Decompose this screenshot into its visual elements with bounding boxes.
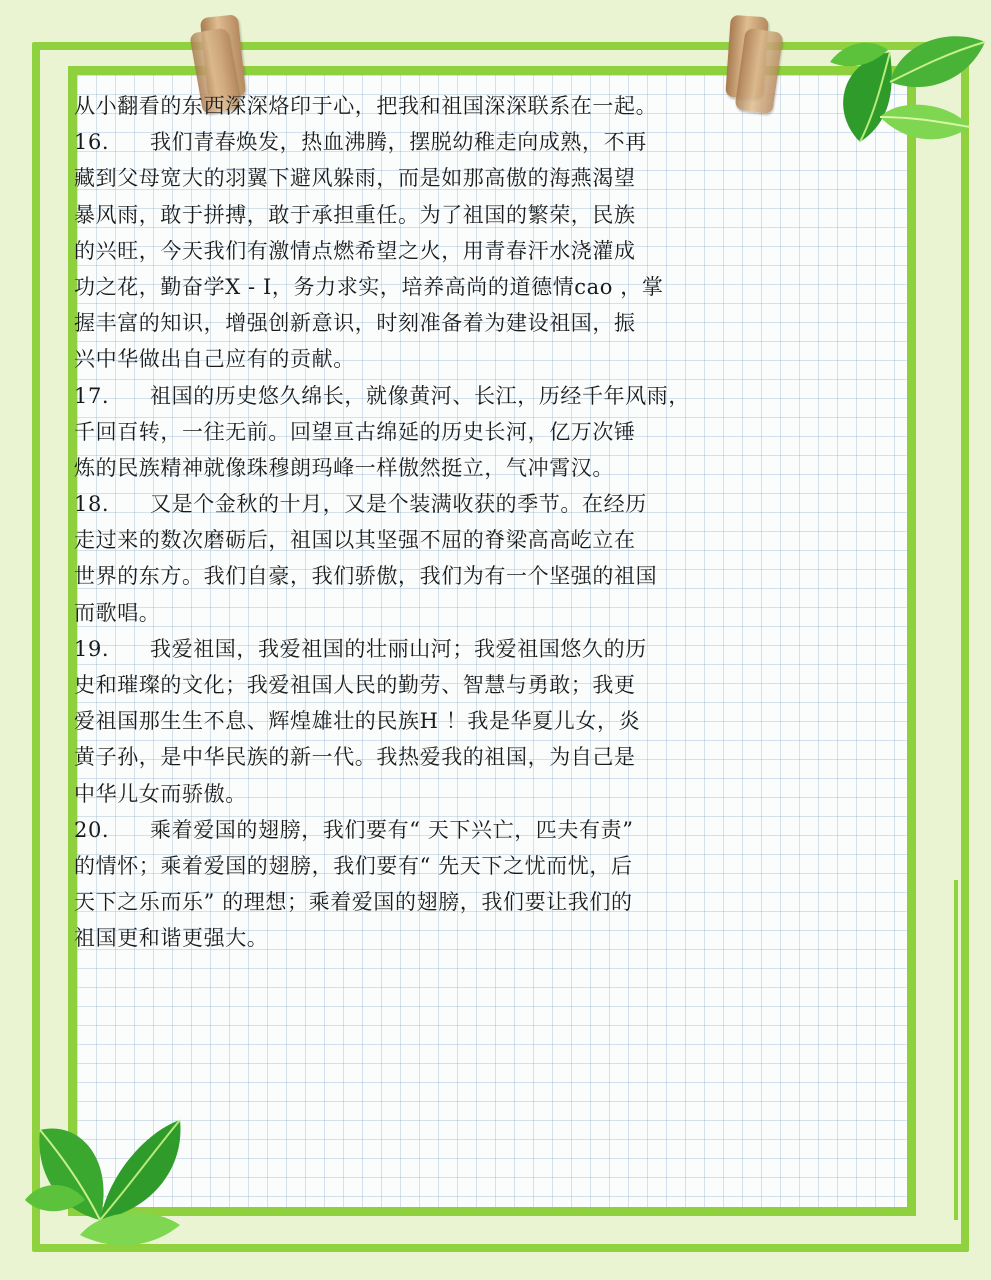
line-text: 握丰富的知识，增强创新意识，时刻准备着为建设祖国，振 — [74, 311, 636, 336]
line-text: 千回百转，一往无前。回望亘古绵延的历史长河，亿万次锤 — [74, 419, 636, 444]
text-line — [74, 486, 764, 522]
line-text: 而歌唱。 — [74, 600, 161, 625]
text-line — [74, 450, 764, 486]
line-text: 又是个金秋的十月，又是个装满收获的季节。在经历 — [150, 492, 647, 517]
line-text: 从小翻看的东西深深烙印于心，把我和祖国深深联系在一起。 — [74, 94, 658, 118]
line-text: 暴风雨，敢于拼搏，敢于承担重任。为了祖国的繁荣，民族 — [74, 202, 636, 227]
line-text: 的情怀；乘着爱国的翅膀，我们要有“ 先天下之忧而忧，后 — [74, 853, 633, 878]
line-text: 炼的民族精神就像珠穆朗玛峰一样傲然挺立，气冲霄汉。 — [74, 455, 614, 480]
handwritten-text-block — [74, 88, 764, 957]
line-text: 我们青春焕发，热血沸腾，摆脱幼稚走向成熟，不再 — [150, 130, 647, 155]
text-line — [74, 920, 764, 956]
item-number: 19. — [74, 636, 110, 661]
line-text: 爱祖国那生生不息、辉煌雄壮的民族H ！我是华夏儿女，炎 — [74, 709, 641, 734]
line-text: 祖国的历史悠久绵长，就像黄河、长江，历经千年风雨， — [150, 383, 690, 408]
text-line — [74, 414, 764, 450]
line-text: 我爱祖国，我爱祖国的壮丽山河；我爱祖国悠久的历 — [150, 636, 647, 661]
text-line — [74, 88, 764, 124]
text-line — [74, 378, 764, 414]
line-text: 的兴旺，今天我们有激情点燃希望之火，用青春汗水浇灌成 — [74, 238, 636, 263]
leaf-cluster-top-right-icon — [820, 22, 991, 162]
line-text: 藏到父母宽大的羽翼下避风躲雨，而是如那高傲的海燕渴望 — [74, 166, 636, 191]
text-line — [74, 233, 764, 269]
text-line — [74, 812, 764, 848]
line-text: 世界的东方。我们自豪，我们骄傲，我们为有一个坚强的祖国 — [74, 564, 658, 589]
text-line — [74, 848, 764, 884]
line-text: 祖国更和谐更强大。 — [74, 926, 269, 951]
item-number: 16. — [74, 130, 110, 155]
line-text: 功之花，勤奋学X - I，务力求实，培养高尚的道德情cao ，掌 — [74, 274, 664, 299]
text-line — [74, 667, 764, 703]
item-number: 17. — [74, 383, 110, 408]
text-line — [74, 522, 764, 558]
text-line — [74, 739, 764, 775]
text-line — [74, 595, 764, 631]
frame-accent-line — [954, 880, 958, 1220]
line-text: 史和璀璨的文化；我爱祖国人民的勤劳、智慧与勇敢；我更 — [74, 673, 636, 697]
line-text: 走过来的数次磨砺后，祖国以其坚强不屈的脊梁高高屹立在 — [74, 528, 636, 553]
line-text: 乘着爱国的翅膀，我们要有“ 天下兴亡，匹夫有责” — [150, 817, 634, 842]
item-number: 18. — [74, 492, 110, 517]
line-text: 兴中华做出自己应有的贡献。 — [74, 347, 355, 372]
text-line — [74, 884, 764, 920]
text-line — [74, 703, 764, 739]
text-line — [74, 776, 764, 812]
line-text: 中华儿女而骄傲。 — [74, 781, 247, 806]
item-number: 20. — [74, 817, 110, 842]
text-line — [74, 631, 764, 667]
text-line — [74, 160, 764, 196]
text-line — [74, 269, 764, 305]
text-line — [74, 305, 764, 341]
line-text: 黄子孙，是中华民族的新一代。我热爱我的祖国，为自己是 — [74, 745, 636, 770]
text-line — [74, 124, 764, 160]
text-line — [74, 197, 764, 233]
text-line — [74, 341, 764, 377]
text-line — [74, 558, 764, 594]
leaf-cluster-bottom-left-icon — [20, 1110, 190, 1250]
line-text: 天下之乐而乐” 的理想；乘着爱国的翅膀，我们要让我们的 — [74, 890, 633, 915]
